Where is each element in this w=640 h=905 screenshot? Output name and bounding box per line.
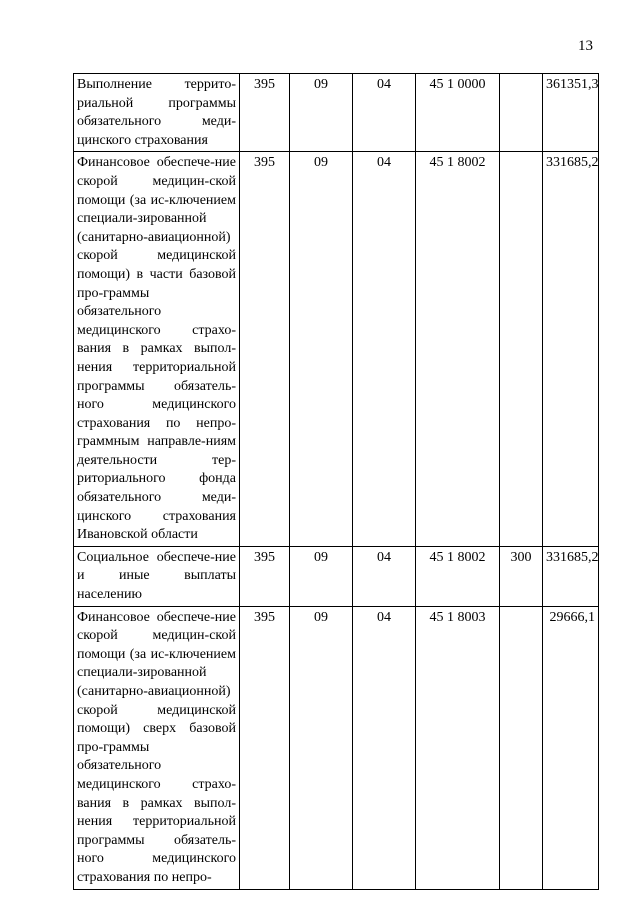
row-name: Финансовое обеспече-ние скорой медицин-ской помощи (за ис-ключением специали-зированной (санитарно-авиационной) скорой медицинской помощи) сверх базовой про-граммы обязательного медицинского страхо-вания в рамках выпол-нения территориальной программы обязатель-ного медицинского страхования по непро-: [74, 606, 240, 889]
row-sum: 361351,3: [543, 74, 599, 152]
table-row: [74, 152, 599, 546]
row-gr-code: 395: [240, 152, 290, 546]
row-expense-type: [500, 606, 543, 889]
table-row: [74, 546, 599, 606]
row-expense-type: 300: [500, 546, 543, 606]
row-section: 09: [290, 74, 353, 152]
row-sum: 331685,2: [543, 546, 599, 606]
row-gr-code: 395: [240, 74, 290, 152]
row-gr-code: 395: [240, 606, 290, 889]
row-expense-type: [500, 74, 543, 152]
row-subsection: 04: [353, 606, 416, 889]
row-name: Финансовое обеспече-ние скорой медицин-ской помощи (за ис-ключением специали-зированной (санитарно-авиационной) скорой медицинской помощи) в части базовой про-граммы обязательного медицинского страхо-вания в рамках выпол-нения территориальной программы обязатель-ного медицинского страхования по непро-граммным направле-ниям деятельности тер-риториального фонда обязательного меди-цинского страхования Ивановской области: [74, 152, 240, 546]
row-subsection: 04: [353, 152, 416, 546]
row-target-article: 45 1 0000: [416, 74, 500, 152]
row-subsection: 04: [353, 546, 416, 606]
budget-table: [73, 73, 599, 890]
row-expense-type: [500, 152, 543, 546]
page-number: 13: [578, 38, 593, 54]
row-subsection: 04: [353, 74, 416, 152]
row-name: Выполнение террито-риальной программы обязательного меди-цинского страхования: [74, 74, 240, 152]
table-row: [74, 74, 599, 152]
row-section: 09: [290, 152, 353, 546]
row-target-article: 45 1 8003: [416, 606, 500, 889]
row-sum: 331685,2: [543, 152, 599, 546]
row-sum: 29666,1: [543, 606, 599, 889]
row-target-article: 45 1 8002: [416, 546, 500, 606]
row-target-article: 45 1 8002: [416, 152, 500, 546]
table-row: [74, 606, 599, 889]
row-gr-code: 395: [240, 546, 290, 606]
row-name: Социальное обеспече-ние и иные выплаты населению: [74, 546, 240, 606]
row-section: 09: [290, 546, 353, 606]
row-section: 09: [290, 606, 353, 889]
